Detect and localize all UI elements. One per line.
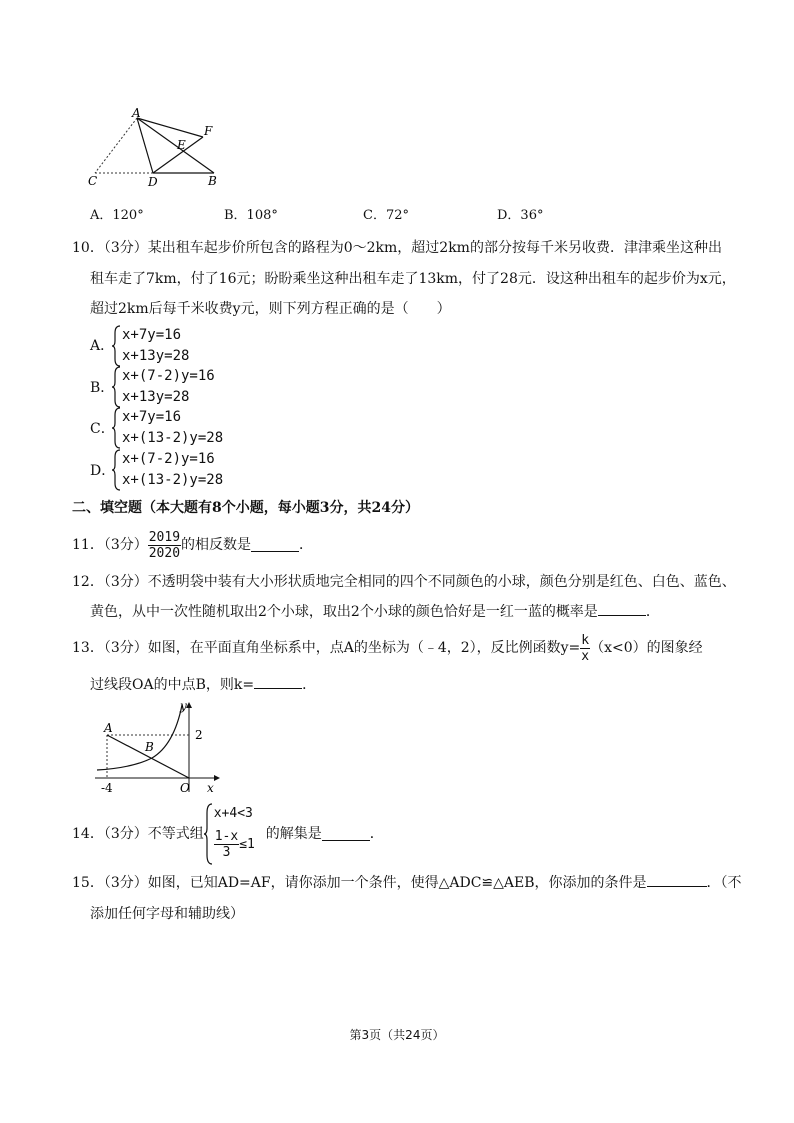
q13-line1-pre: 13．（3分）如图，在平面直角坐标系中，点A的坐标为（﹣4，2），反比例函数y=	[72, 640, 581, 656]
q10-option-c-label: C．	[90, 421, 115, 437]
section-heading: 二、填空题（本大题有8个小题，每小题3分，共24分）	[72, 500, 419, 516]
answer-blank[interactable]	[251, 539, 299, 552]
q10-option-d-label: D．	[90, 463, 116, 479]
equation-2: x+(13-2)y=28	[122, 472, 224, 488]
q10-option-b-label: B．	[90, 380, 115, 396]
q14-prefix: 14．（3分）不等式组	[72, 826, 204, 842]
denominator: x	[581, 648, 590, 664]
answer-blank[interactable]	[254, 676, 302, 689]
label-E: E	[177, 138, 186, 152]
equation-2: x+13y=28	[122, 389, 190, 405]
label-C: C	[88, 174, 98, 188]
label-B: B	[208, 174, 217, 188]
label-x: x	[207, 781, 214, 795]
q13-line1	[72, 630, 703, 666]
q12-end: ．	[645, 604, 660, 620]
q15-line1	[72, 874, 742, 892]
inequality-2-rhs: ≤1	[239, 836, 255, 852]
label-D: D	[148, 175, 158, 189]
q10-option-a-system	[112, 325, 232, 367]
coordinate-figure-q13	[92, 700, 222, 796]
answer-blank[interactable]	[598, 603, 646, 616]
page-footer: 第3页（共24页）	[349, 1028, 445, 1042]
label-A: A	[132, 106, 141, 120]
denominator: 3	[222, 845, 231, 860]
q10-line3: 超过2km后每千米收费y元，则下列方程正确的是（ ）	[90, 301, 451, 317]
q9-option-d: D．36°	[497, 208, 544, 223]
q9-option-a: A．120°	[90, 208, 144, 223]
q15-end: ．（不	[706, 875, 742, 891]
fraction	[214, 829, 239, 860]
brace-icon	[204, 803, 214, 865]
q12-line2-text: 黄色，从中一次性随机取出2个小球，取出2个小球的颜色恰好是一红一蓝的概率是	[90, 604, 598, 620]
answer-blank[interactable]	[647, 874, 707, 887]
equation-1: x+(7-2)y=16	[122, 451, 215, 467]
q10-option-b-system	[112, 366, 252, 408]
q9-option-c: C．72°	[363, 208, 409, 223]
label-y: y	[180, 700, 187, 713]
q11-end: ．	[299, 537, 314, 553]
answer-blank[interactable]	[322, 828, 370, 841]
q11-suffix: 的相反数是	[181, 537, 252, 553]
brace-icon	[112, 407, 122, 449]
numerator: 2019	[148, 529, 181, 545]
q14-system	[204, 803, 266, 865]
q12-line2	[90, 603, 660, 621]
q13-end: ．	[302, 677, 317, 693]
denominator: 2020	[148, 545, 181, 561]
equation-1: x+7y=16	[122, 409, 182, 425]
label-A: A	[104, 721, 113, 735]
q13-line2-text: 过线段OA的中点B，则k=	[90, 677, 255, 693]
inequality-1: x+4<3	[213, 806, 253, 821]
brace-icon	[112, 366, 122, 408]
q11	[72, 528, 313, 562]
numerator: 1-x	[214, 829, 239, 844]
equation-2: x+(13-2)y=28	[122, 430, 224, 446]
q10-option-a-label: A．	[90, 338, 115, 354]
q15-line1-text: 15．（3分）如图，已知AD=AF，请你添加一个条件，使得△ADC≌△AEB，你添加的条件是	[72, 875, 647, 891]
q12-line1: 12．（3分）不透明袋中装有大小形状质地完全相同的四个不同颜色的小球，颜色分别是红色、白色、蓝色、	[72, 574, 736, 590]
equation-2: x+13y=28	[122, 348, 190, 364]
inequality-2	[214, 829, 255, 860]
q11-prefix: 11．（3分）	[72, 537, 148, 553]
label-O: O	[180, 781, 190, 795]
q15-line2: 添加任何字母和辅助线）	[90, 906, 244, 922]
brace-icon	[112, 449, 122, 491]
q14-suffix: 的解集是	[265, 826, 322, 842]
label-2: 2	[195, 728, 203, 742]
q13-line1-post: （x<0）的图象经	[590, 640, 703, 656]
equation-1: x+7y=16	[122, 327, 182, 343]
q14-end: ．	[369, 826, 384, 842]
q13-line2	[90, 676, 316, 694]
q14	[72, 802, 384, 866]
fraction	[148, 530, 181, 561]
label-B: B	[145, 740, 154, 754]
q10-line1: 10．（3分）某出租车起步价所包含的路程为0～2km，超过2km的部分按每千米另收费．津津乘坐这种出	[72, 240, 722, 256]
fraction	[580, 633, 590, 664]
q10-option-c-system	[112, 407, 252, 449]
q9-option-b: B．108°	[224, 208, 278, 223]
label-neg4: -4	[101, 781, 113, 795]
numerator: k	[581, 632, 590, 648]
q10-option-d-system	[112, 449, 252, 491]
brace-icon	[112, 325, 122, 367]
equation-1: x+(7-2)y=16	[122, 368, 215, 384]
q10-line2: 租车走了7km，付了16元；盼盼乘坐这种出租车走了13km，付了28元．设这种出租车的起步价为x元，	[90, 271, 736, 287]
label-F: F	[204, 124, 213, 138]
geometry-figure-q9	[85, 105, 225, 190]
